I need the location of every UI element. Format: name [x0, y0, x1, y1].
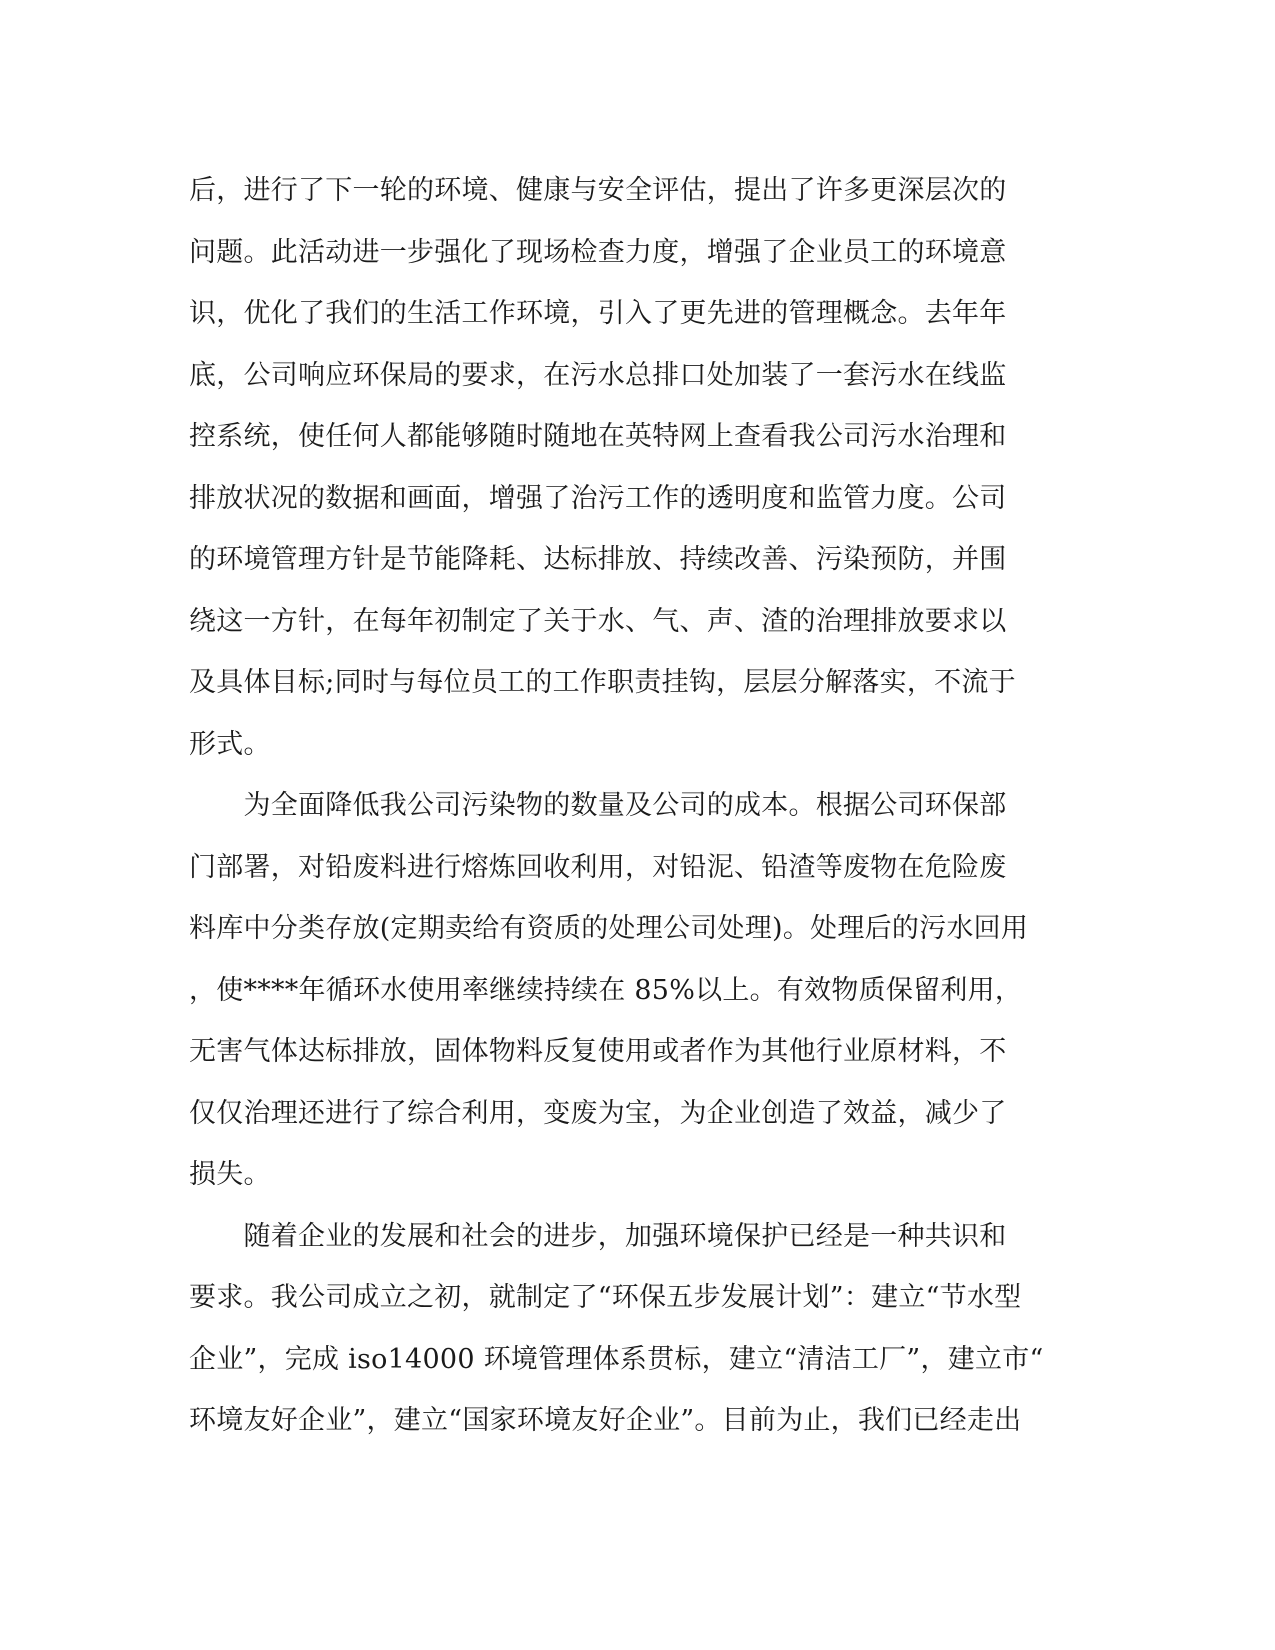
text-line: 为全面降低我公司污染物的数量及公司的成本。根据公司环保部 [189, 790, 1007, 821]
text-line: 及具体目标;同时与每位员工的工作职责挂钩，层层分解落实，不流于 [189, 667, 1016, 698]
text-line: 问题。此活动进一步强化了现场检查力度，增强了企业员工的环境意 [189, 236, 1007, 268]
text-line: 排放状况的数据和画面，增强了治污工作的透明度和监管力度。公司 [189, 482, 1007, 514]
text-line: 损失。 [189, 1159, 271, 1190]
text-line: 的环境管理方针是节能降耗、达标排放、持续改善、污染预防，并围 [189, 544, 1007, 575]
text-line: 随着企业的发展和社会的进步，加强环境保护已经是一种共识和 [189, 1220, 1007, 1252]
text-line: ，使****年循环水使用率继续持续在 85%以上。有效物质保留利用， [189, 974, 1023, 1006]
text-line: 环境友好企业”，建立“国家环境友好企业”。目前为止，我们已经走出 [189, 1405, 1022, 1436]
text-line: 要求。我公司成立之初，就制定了“环保五步发展计划”：建立“节水型 [189, 1282, 1022, 1313]
text-line: 控系统，使任何人都能够随时随地在英特网上查看我公司污水治理和 [189, 421, 1007, 452]
text-line: 料库中分类存放(定期卖给有资质的处理公司处理)。处理后的污水回用 [189, 913, 1029, 944]
text-line: 识，优化了我们的生活工作环境，引入了更先进的管理概念。去年年 [189, 298, 1007, 329]
text-line: 底，公司响应环保局的要求，在污水总排口处加装了一套污水在线监 [189, 359, 1007, 391]
text-line: 无害气体达标排放，固体物料反复使用或者作为其他行业原材料，不 [189, 1036, 1007, 1067]
text-line: 门部署，对铅废料进行熔炼回收利用，对铅泥、铅渣等废物在危险废 [189, 851, 1007, 883]
text-line: 后，进行了下一轮的环境、健康与安全评估，提出了许多更深层次的 [189, 175, 1007, 206]
text-line: 绕这一方针，在每年初制定了关于水、气、声、渣的治理排放要求以 [189, 605, 1007, 637]
text-line: 形式。 [189, 728, 271, 760]
text-line: 仅仅治理还进行了综合利用，变废为宝，为企业创造了效益，减少了 [189, 1097, 1007, 1129]
text-line: 企业”，完成 iso14000 环境管理体系贯标，建立“清洁工厂”，建立市“ [189, 1343, 1044, 1375]
body-text [189, 160, 1069, 1452]
